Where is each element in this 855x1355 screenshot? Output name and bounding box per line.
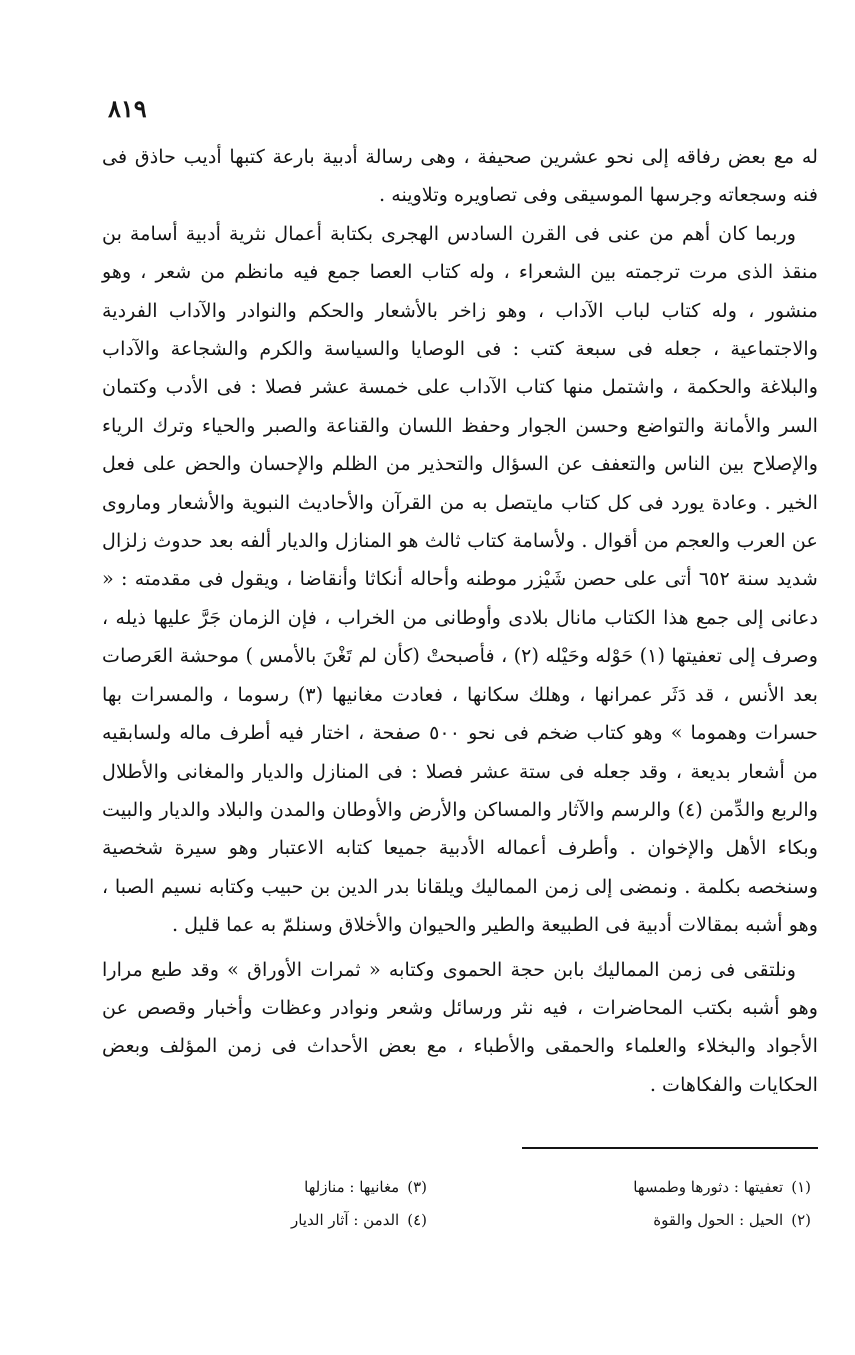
footnote-divider [522,1147,818,1149]
footnote [291,1208,427,1232]
footnote [633,1175,811,1199]
footnote-text: مغانيها : منازلها [304,1178,400,1196]
paragraph: له مع بعض رفاقه إلى نحو عشرين صحيفة ، وهى رسالة أدبية بارعة كتبها أديب حاذق فى فنه وسجعاته وجرسها الموسيقى وفى تصاويره وتلاوينه . [102,145,818,207]
paragraph: ونلتقى فى زمن المماليك بابن حجة الحموى وكتابه « ثمرات الأوراق » وقد طبع مرارا وهو أشبه بكتب المحاضرات ، فيه نثر ورسائل وشعر ونوادر وعظات وأخبار وقصص عن الأجواد والبخلاء والعلماء والحمقى والأطباء ، مع بعض الأحداث فى زمن المؤلف وبعض الحكايات والفكاهات . [102,957,818,1096]
page-number: ٨١٩ [108,94,147,123]
footnote-text: تعفيتها : دثورها وطمسها [633,1178,784,1196]
footnote-number: (٤) [407,1211,427,1229]
footnote-text: الدمن : آثار الديار [291,1211,400,1229]
body-text [102,138,818,1104]
paragraph: وربما كان أهم من عنى فى القرن السادس الهجرى بكتابة أعمال نثرية أدبية أسامة بن منقذ الذى مرت ترجمته بين الشعراء ، وله كتاب العصا جمع فيه مانظم من شعر ، وهو منشور ، وله كتاب لباب الآداب ، وهو زاخر بالأشعار والحكم والنوادر والآداب الفردية والاجتماعية ، جعله فى سبعة كتب : فى الوصايا والسياسة والكرم والشجاعة والآداب والبلاغة والحكمة ، واشتمل منها كتاب الآداب على خمسة عشر فصلا : فى الأدب وكتمان السر والأمانة والتواضع وحسن الجوار وحفظ اللسان والقناعة والصبر والحياء وترك الرياء والإصلاح بين الناس والتعفف عن السؤال والتحذير من الظلم والإحسان والحض على فعل الخير . وعادة يورد فى كل كتاب مايتصل به من القرآن والأحاديث النبوية والأشعار وماروى عن العرب والعجم من أقوال . ولأسامة كتاب ثالث هو المنازل والديار ألفه بعد حدوث زلزال شديد سنة ٦٥٢ أتى على حصن شَيْزر موطنه وأحاله أنكاثا وأنقاضا ، ويقول فى مقدمته : « دعانى إلى جمع هذا الكتاب مانال بلادى وأوطانى من الخراب ، فإن الزمان جَرَّ عليها ذيله ، وصرف إلى تعفيتها (١) حَوْله وحَيْله (٢) ، فأصبحتْ (كأن لم تَغْنَ بالأمس ) موحشة العَرصات بعد الأنس ، قد دَثَر عمرانها ، وهلك سكانها ، فعادت مغانيها (٣) رسوما ، والمسرات بها حسرات وهموما » وهو كتاب ضخم فى نحو ٥٠٠ صفحة ، اختار فيه أطرف ماله ولسابقيه من أشعار بديعة ، وقد جعله فى ستة عشر فصلا : فى المنازل والديار والمغانى والأطلال والربع والدِّمن (٤) والرسم والآثار والمساكن والأرض والأوطان والمدن والبلاد والديار والبيت وبكاء الأهل والإخوان . وأطرف أعماله الأدبية جميعا كتابه الاعتبار وهو سيرة شخصية وسنخصه بكلمة . ونمضى إلى زمن المماليك ويلقانا بدر الدين بن حبيب وكتابه نسيم الصبا ، وهو أشبه بمقالات أدبية فى الطبيعة والطير والحيوان والأخلاق وسنلمّ به عما قليل . [102,221,819,937]
footnote-number: (١) [791,1178,811,1196]
footnote-number: (٣) [407,1178,427,1196]
footnote-number: (٢) [791,1211,811,1229]
footnote [653,1208,811,1232]
footnote-text: الحيل : الحول والقوة [653,1211,784,1229]
footnote [304,1175,427,1199]
